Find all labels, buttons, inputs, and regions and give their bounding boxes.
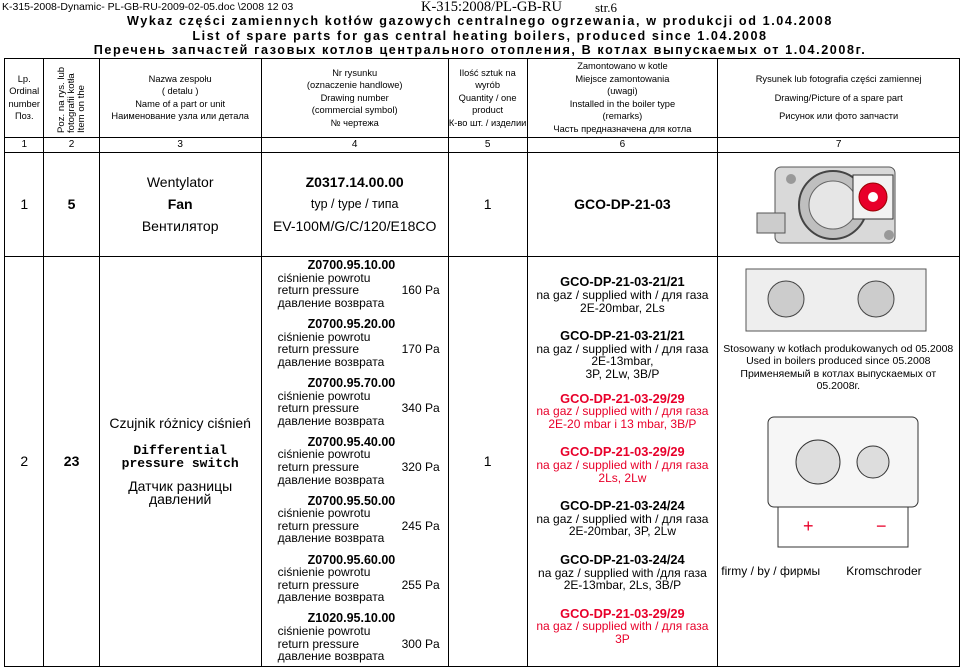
pressure-value: 245 Pa bbox=[401, 518, 440, 533]
boiler-type: GCO-DP-21-03-24/24 bbox=[560, 498, 685, 514]
remarks-cell bbox=[527, 256, 718, 666]
pressure-value: 340 Pa bbox=[401, 401, 440, 416]
drawing-number: Z1020.95.10.00 bbox=[307, 611, 396, 626]
switch-front-icon bbox=[726, 261, 951, 339]
document-header-line bbox=[0, 0, 960, 14]
drawing-entry: Z1020.95.10.00 ciśnienie powrotu return pressure 300 Pa давление возврата bbox=[262, 612, 448, 662]
boiler-type: GCO-DP-21-03-29/29 bbox=[560, 444, 685, 460]
header-picture: Rysunek lub fotografia części zamiennej Drawing/Picture of a spare part Рисунок или фото запчасти bbox=[718, 59, 960, 138]
page-number: str.6 bbox=[595, 0, 618, 15]
switch-diagram-icon bbox=[758, 407, 928, 559]
drawing-number: Z0700.95.40.00 bbox=[307, 434, 396, 449]
header-quantity: Ilość sztuk na wyrób Quantity / one product К-во шт. / изделии bbox=[448, 59, 527, 138]
svg-text:+: + bbox=[803, 515, 814, 536]
document-code: K-315:2008/PL-GB-RU bbox=[421, 0, 562, 15]
return-pressure-line: return pressure 255 Pa bbox=[277, 577, 440, 592]
fan-icon bbox=[721, 153, 957, 251]
pressure-switch-photo: Stosowany w kotłach produkowanych od 05.2008 Used in boilers produced since 05.2008 Применяемый в котлах выпускаемых от 05.2008г. + − firmy / by / фирмы Kromschroder bbox=[718, 256, 960, 666]
drawing-cell bbox=[261, 256, 448, 666]
table-row: 2 23 Czujnik różnicy ciśnień Differential pressure switch Датчик разницы давлений Z0700.95.10.00 ciśnienie powrotu return pressure 160 Pa давление возврата Z0700.95.20.00 ciśnienie powrotu return pressure 170 Pa давление возврата Z0700.95.70.00 ciśnienie powrotu return pressure 340 Pa давление возврата Z0700.95.40.00 ciśnienie powrotu return pressure 320 Pa давление возврата Z0700.95.50.00 ciśnienie powrotu return pressure 245 Pa давление возврата Z0700.95.60.00 ciśnienie powrotu return pressure 255 Pa давление возврата Z1020.95.10.00 ciśnienie powrotu return pressure 300 Pa давление возврата 1 GCO-DP-21-03-21/21 na gaz / supplied with / для газа 2E-20mbar, 2Ls GCO-DP-21-03-21/21 na gaz / supplied with / для газа 2E-13mbar, 3P, 2Lw, 3B/P GCO-DP-21-03-29/29 na gaz / supplied with / для газа 2E-20 mbar i 13 mbar, 3B/P GCO-DP-21-03-29/29 na gaz / supplied with / для газа 2Ls, 2Lw GCO-DP-21-03-24/24 na gaz / supplied with / для газа 2E-20mbar, 3P, 2Lw GCO-DP-21-03-24/24 na gaz / supplied with /для газа 2E-13mbar, 2Ls, 3B/P GCO-DP-21-03-29/29 na gaz / supplied with / для газа 3P Stosowany w kotłach produkowanych od 05.2008 Used in boilers produced since 05.2008 Применяемый в котлах выпускаемых от 05.2008г. + − firmy / by / фирмы Kromschroder bbox=[5, 256, 960, 666]
return-pressure-line: return pressure 160 Pa bbox=[277, 283, 440, 298]
firm-name: Kromschroder bbox=[846, 563, 922, 578]
drawing-entry: Z0700.95.60.00 ciśnienie powrotu return pressure 255 Pa давление возврата bbox=[262, 554, 448, 604]
boiler-type: GCO-DP-21-03-21/21 bbox=[560, 274, 685, 290]
header-name: Nazwa zespołu ( detalu ) Name of a part or unit Наименование узла или детала bbox=[99, 59, 261, 138]
pressure-value: 320 Pa bbox=[401, 460, 440, 474]
drawing-entry: Z0700.95.70.00 ciśnienie powrotu return pressure 340 Pa давление возврата bbox=[262, 377, 448, 427]
header-drawing: Nr rysunku (oznaczenie handlowe) Drawing number (commercial symbol) № чертежа bbox=[261, 59, 448, 138]
drawing-number: Z0700.95.70.00 bbox=[307, 375, 396, 390]
drawing-entry: Z0700.95.50.00 ciśnienie powrotu return pressure 245 Pa давление возврата bbox=[262, 495, 448, 545]
table-header-row bbox=[5, 59, 960, 138]
fan-photo bbox=[718, 152, 960, 256]
firm-label: firmy / by / фирмы bbox=[721, 563, 821, 578]
file-path: K-315-2008-Dynamic- PL-GB-RU-2009-02-05.doc \2008 12 03 bbox=[2, 1, 294, 13]
spare-parts-table bbox=[4, 58, 960, 667]
drawing-entry: Z0700.95.40.00 ciśnienie powrotu return pressure 320 Pa давление возврата bbox=[262, 436, 448, 486]
title-pl: Wykaz części zamiennych kotłów gazowych centralnego ogrzewania, w produkcji od 1.04.2008 bbox=[126, 14, 834, 28]
boiler-type: GCO-DP-21-03-29/29 bbox=[560, 390, 685, 406]
drawing-number: Z0700.95.60.00 bbox=[307, 552, 396, 567]
return-pressure-line: return pressure 245 Pa bbox=[277, 518, 440, 533]
boiler-type: GCO-DP-21-03-21/21 bbox=[560, 328, 685, 344]
return-pressure-line: return pressure 170 Pa bbox=[277, 342, 440, 357]
pressure-value: 170 Pa bbox=[401, 342, 440, 357]
remark-entry: GCO-DP-21-03-29/29 na gaz / supplied with / для газа 2Ls, 2Lw bbox=[528, 446, 718, 484]
drawing-entry: Z0700.95.10.00 ciśnienie powrotu return pressure 160 Pa давление возврата bbox=[262, 259, 448, 309]
header-item: Poz. na rys. lub fotografii kotła Item on the bbox=[44, 59, 99, 138]
boiler-type: GCO-DP-21-03-29/29 bbox=[560, 605, 685, 621]
drawing-number: Z0700.95.50.00 bbox=[307, 493, 396, 508]
title-ru: Перечень запчастей газовых котлов центрального отопления, В котлах выпускаемых от 1.04.2008г. bbox=[93, 43, 867, 57]
drawing-number: Z0700.95.10.00 bbox=[307, 258, 396, 273]
remark-entry: GCO-DP-21-03-29/29 na gaz / supplied with / для газа 2E-20 mbar i 13 mbar, 3B/P bbox=[528, 393, 718, 431]
table-row: 1 5 Wentylator Fan Вентилятор Z0317.14.00.00 typ / type / типа EV-100M/G/C/120/E18CO 1 GCO-DP-21-03 bbox=[5, 152, 960, 256]
return-pressure-line: return pressure 300 Pa bbox=[277, 636, 440, 651]
column-number-row: 1 2 3 4 5 6 7 bbox=[5, 137, 960, 152]
pressure-value: 300 Pa bbox=[401, 636, 440, 651]
title-en: List of spare parts for gas central heating boilers, produced since 1.04.2008 bbox=[192, 29, 768, 43]
remark-entry: GCO-DP-21-03-21/21 na gaz / supplied with / для газа 2E-20mbar, 2Ls bbox=[528, 276, 718, 314]
return-pressure-line: return pressure 340 Pa bbox=[277, 401, 440, 416]
pressure-value: 160 Pa bbox=[401, 283, 440, 298]
drawing-number: Z0700.95.20.00 bbox=[307, 317, 396, 332]
pressure-value: 255 Pa bbox=[401, 577, 440, 592]
remark-entry: GCO-DP-21-03-24/24 na gaz / supplied with / для газа 2E-20mbar, 3P, 2Lw bbox=[528, 500, 718, 538]
header-installed: Zamontowano w kotle Miejsce zamontowania (uwagi) Installed in the boiler type (remarks) Часть предназначена для котла bbox=[527, 59, 718, 138]
header-lp: Lp. Ordinal number Поз. bbox=[5, 59, 44, 138]
remark-entry: GCO-DP-21-03-29/29 na gaz / supplied with / для газа 3P bbox=[528, 608, 718, 646]
remark-entry: GCO-DP-21-03-24/24 na gaz / supplied with /для газа 2E-13mbar, 2Ls, 3B/P bbox=[528, 554, 718, 592]
return-pressure-line: return pressure 320 Pa bbox=[277, 460, 440, 474]
svg-text:−: − bbox=[876, 515, 887, 536]
drawing-entry: Z0700.95.20.00 ciśnienie powrotu return pressure 170 Pa давление возврата bbox=[262, 318, 448, 368]
boiler-type: GCO-DP-21-03-24/24 bbox=[560, 551, 685, 567]
remark-entry: GCO-DP-21-03-21/21 na gaz / supplied with / для газа 2E-13mbar, 3P, 2Lw, 3B/P bbox=[528, 330, 718, 380]
